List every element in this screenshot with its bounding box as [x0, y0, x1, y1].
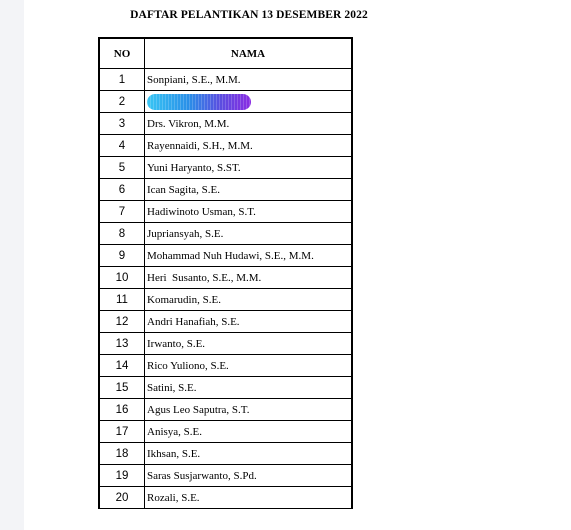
header-nama: NAMA [145, 38, 353, 69]
row-number: 10 [99, 267, 145, 289]
row-name: Saras Susjarwanto, S.Pd. [145, 465, 353, 487]
table-row [99, 69, 352, 91]
row-name: Ikhsan, S.E. [145, 443, 353, 465]
table-row [99, 465, 352, 487]
row-number: 17 [99, 421, 145, 443]
row-number: 8 [99, 223, 145, 245]
row-number: 16 [99, 399, 145, 421]
row-number: 7 [99, 201, 145, 223]
row-name: Agus Leo Saputra, S.T. [145, 399, 353, 421]
row-name: Rico Yuliono, S.E. [145, 355, 353, 377]
row-name: Heri Susanto, S.E., M.M. [145, 267, 353, 289]
row-number: 14 [99, 355, 145, 377]
row-number: 18 [99, 443, 145, 465]
document-page [24, 0, 571, 530]
table-row [99, 201, 352, 223]
row-number: 9 [99, 245, 145, 267]
table-header-row [99, 38, 352, 69]
table-row [99, 487, 352, 509]
row-number: 1 [99, 69, 145, 91]
table-row [99, 289, 352, 311]
row-number: 12 [99, 311, 145, 333]
table-row [99, 443, 352, 465]
table-row [99, 223, 352, 245]
table-row [99, 135, 352, 157]
row-name-redacted [145, 91, 353, 113]
row-name: Rozali, S.E. [145, 487, 353, 509]
table-row [99, 355, 352, 377]
row-number: 5 [99, 157, 145, 179]
row-name: Komarudin, S.E. [145, 289, 353, 311]
table-row [99, 179, 352, 201]
header-no: NO [99, 38, 145, 69]
table-row [99, 113, 352, 135]
table-row [99, 245, 352, 267]
roster-table [98, 37, 353, 509]
table-row [99, 377, 352, 399]
row-name: Sonpiani, S.E., M.M. [145, 69, 353, 91]
table-row [99, 333, 352, 355]
table-row [99, 399, 352, 421]
row-number: 13 [99, 333, 145, 355]
row-name: Hadiwinoto Usman, S.T. [145, 201, 353, 223]
redaction-mark [147, 94, 251, 110]
table-row [99, 311, 352, 333]
row-name: Ican Sagita, S.E. [145, 179, 353, 201]
table-row [99, 157, 352, 179]
row-number: 4 [99, 135, 145, 157]
row-name: Satini, S.E. [145, 377, 353, 399]
row-name: Anisya, S.E. [145, 421, 353, 443]
row-number: 19 [99, 465, 145, 487]
row-number: 20 [99, 487, 145, 509]
row-name: Rayennaidi, S.H., M.M. [145, 135, 353, 157]
row-number: 11 [99, 289, 145, 311]
row-name: Irwanto, S.E. [145, 333, 353, 355]
table-row [99, 91, 352, 113]
table-row [99, 267, 352, 289]
row-name: Drs. Vikron, M.M. [145, 113, 353, 135]
row-number: 6 [99, 179, 145, 201]
row-name: Jupriansyah, S.E. [145, 223, 353, 245]
row-name: Mohammad Nuh Hudawi, S.E., M.M. [145, 245, 353, 267]
row-number: 15 [99, 377, 145, 399]
row-number: 3 [99, 113, 145, 135]
row-name: Yuni Haryanto, S.ST. [145, 157, 353, 179]
row-name: Andri Hanafiah, S.E. [145, 311, 353, 333]
document-title: DAFTAR PELANTIKAN 13 DESEMBER 2022 [130, 9, 368, 21]
row-number: 2 [99, 91, 145, 113]
table-row [99, 421, 352, 443]
